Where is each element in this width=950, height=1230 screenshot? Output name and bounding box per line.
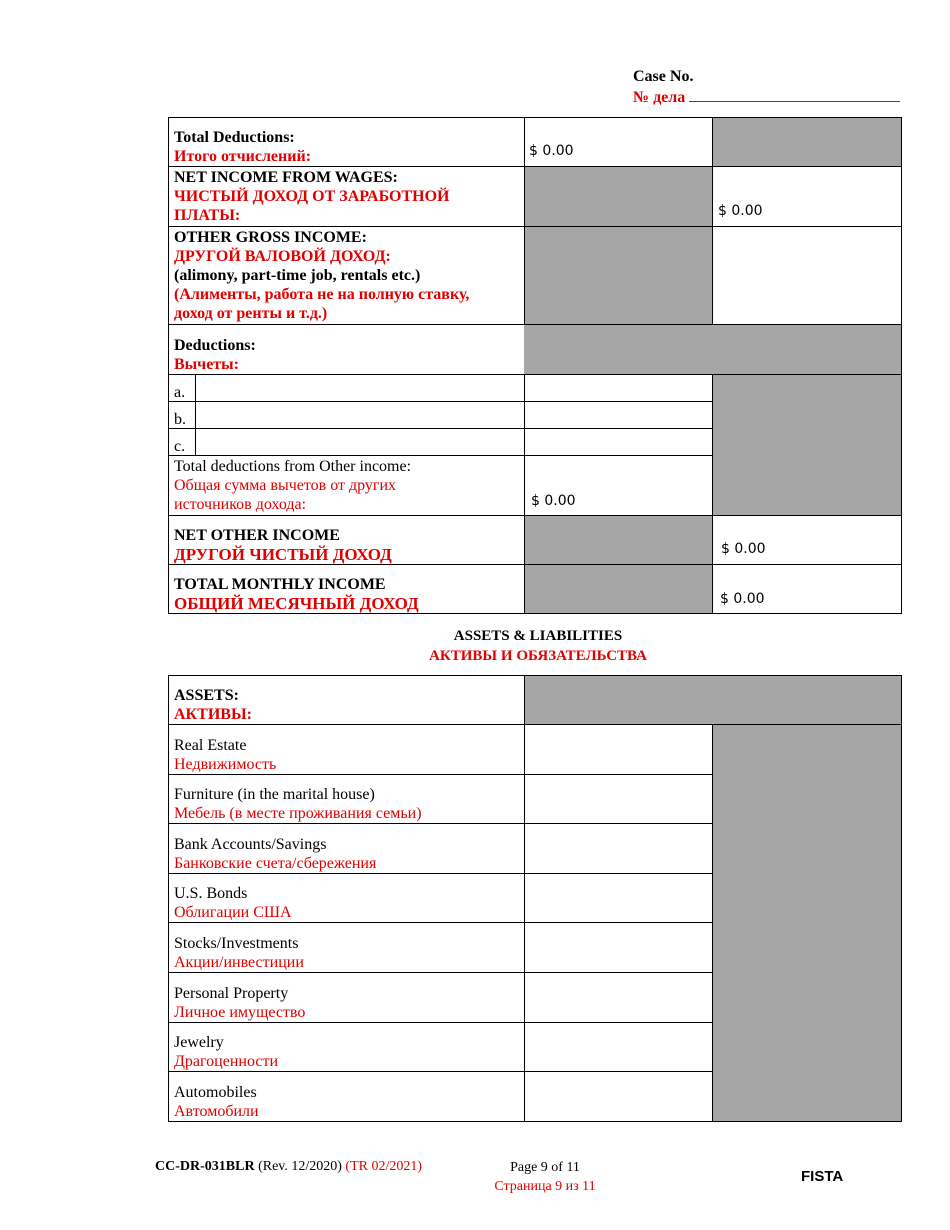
grey-cell: [524, 324, 901, 374]
table-border: [168, 117, 169, 614]
net-other-income-value[interactable]: $ 0.00: [721, 541, 766, 557]
grey-cell: [524, 226, 712, 324]
asset-jewelry-value[interactable]: [525, 1023, 711, 1071]
table-border: [712, 374, 713, 614]
table-border: [712, 724, 713, 1122]
asset-us-bonds-value[interactable]: [525, 874, 711, 922]
assets-header-label: ASSETS: АКТИВЫ:: [174, 687, 252, 723]
fista-brand: FISTA: [801, 1168, 844, 1185]
asset-real-estate: Real Estate Недвижимость: [174, 737, 277, 773]
grey-cell: [712, 374, 901, 515]
asset-us-bonds: U.S. Bonds Облигации США: [174, 885, 292, 921]
page-number: Page 9 of 11 Страница 9 из 11: [494, 1160, 596, 1194]
grey-cell: [524, 564, 712, 613]
other-gross-income-label: OTHER GROSS INCOME: ДРУГОЙ ВАЛОВОЙ ДОХОД: (alimony, part-time job, rentals etc.) (Алименты, работа не на полную ставку, доход от ренты и т.д.): [174, 229, 470, 322]
net-other-income-label: NET OTHER INCOME ДРУГОЙ ЧИСТЫЙ ДОХОД: [174, 527, 392, 564]
case-no-field[interactable]: [689, 87, 900, 102]
grey-cell: [712, 724, 901, 1121]
case-no-label-ru: № дела: [633, 87, 900, 108]
deductions-label: Deductions: Вычеты:: [174, 337, 256, 373]
net-income-wages-label: NET INCOME FROM WAGES: ЧИСТЫЙ ДОХОД ОТ ЗАРАБОТНОЙ ПЛАТЫ:: [174, 169, 450, 224]
asset-personal-property: Personal Property Личное имущество: [174, 985, 306, 1021]
row-letter-a: a.: [174, 384, 186, 401]
asset-jewelry: Jewelry Драгоценности: [174, 1034, 279, 1070]
grey-cell: [712, 118, 901, 166]
table-border: [901, 675, 902, 1122]
grey-cell: [524, 676, 901, 724]
deduction-c-name[interactable]: [196, 429, 523, 455]
deduction-b-name[interactable]: [196, 402, 523, 428]
deduction-a-amount[interactable]: [525, 375, 711, 401]
total-other-deductions-value[interactable]: $ 0.00: [531, 493, 576, 509]
asset-bank-accounts: Bank Accounts/Savings Банковские счета/сбережения: [174, 836, 377, 872]
table-border: [168, 675, 902, 676]
table-border: [168, 564, 902, 565]
case-no-label: Case No.: [633, 68, 694, 85]
asset-personal-property-value[interactable]: [525, 973, 711, 1022]
grey-cell: [524, 515, 712, 564]
total-deductions-label: Total Deductions: Итого отчислений:: [174, 129, 312, 165]
asset-furniture-value[interactable]: [525, 775, 711, 823]
asset-real-estate-value[interactable]: [525, 725, 711, 774]
total-monthly-income-value[interactable]: $ 0.00: [720, 591, 765, 607]
asset-stocks: Stocks/Investments Акции/инвестиции: [174, 935, 304, 971]
table-border: [168, 324, 902, 325]
total-monthly-income-label: TOTAL MONTHLY INCOME ОБЩИЙ МЕСЯЧНЫЙ ДОХОД: [174, 576, 419, 613]
deduction-c-amount[interactable]: [525, 429, 711, 455]
assets-liabilities-heading: ASSETS & LIABILITIES АКТИВЫ И ОБЯЗАТЕЛЬСТВА: [429, 628, 647, 664]
deduction-b-amount[interactable]: [525, 402, 711, 428]
table-border: [168, 515, 902, 516]
deduction-a-name[interactable]: [196, 375, 523, 401]
grey-cell: [524, 166, 712, 226]
table-border: [168, 455, 712, 456]
asset-automobiles-value[interactable]: [525, 1072, 711, 1121]
row-letter-c: c.: [174, 438, 186, 455]
table-border: [168, 1121, 902, 1122]
asset-bank-accounts-value[interactable]: [525, 824, 711, 873]
total-deductions-value[interactable]: $ 0.00: [529, 143, 574, 159]
asset-stocks-value[interactable]: [525, 923, 711, 972]
table-border: [168, 117, 902, 118]
other-gross-income-amount[interactable]: [713, 227, 901, 324]
row-letter-b: b.: [174, 411, 186, 428]
form-id-line: CC-DR-031BLR (Rev. 12/2020) (TR 02/2021): [155, 1159, 423, 1174]
net-income-wages-value[interactable]: $ 0.00: [718, 203, 763, 219]
table-border: [168, 166, 902, 167]
case-number-block: [633, 66, 900, 108]
table-border: [901, 117, 902, 614]
total-other-deductions-label: Total deductions from Other income: Общая сумма вычетов от других источников дохода:: [174, 458, 412, 513]
table-border: [168, 613, 902, 614]
table-border: [168, 675, 169, 1122]
asset-automobiles: Automobiles Автомобили: [174, 1084, 259, 1120]
table-border: [524, 117, 525, 324]
asset-furniture: Furniture (in the marital house) Мебель (в месте проживания семьи): [174, 786, 422, 822]
